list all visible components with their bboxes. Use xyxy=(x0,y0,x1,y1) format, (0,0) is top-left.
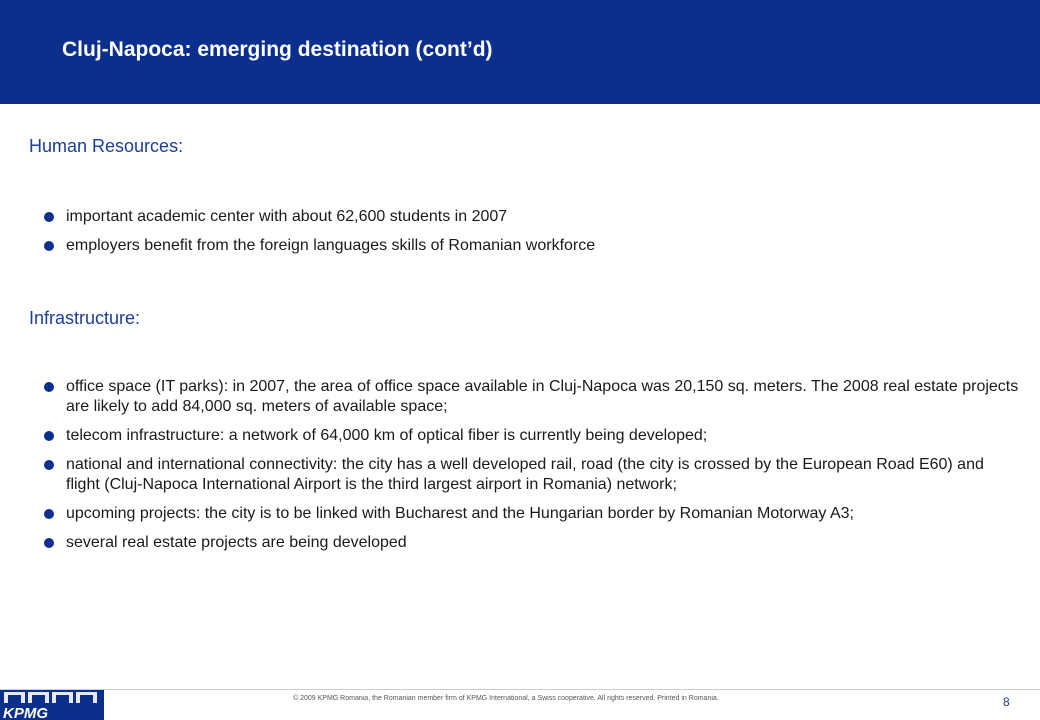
copyright-notice: © 2009 KPMG Romania, the Romanian member firm of KPMG International, a Swiss cooperative. All rights reserved. Printed in Romania. xyxy=(293,695,719,702)
list-item xyxy=(44,207,1019,227)
list-item xyxy=(44,455,1019,495)
bullet-text: upcoming projects: the city is to be linked with Bucharest and the Hungarian border by Romanian Motorway A3; xyxy=(66,505,854,522)
human-resources-list xyxy=(44,207,1019,265)
bullet-text: national and international connectivity: the city has a well developed rail, road (the city is crossed by the European Road E60) and flight (Cluj-Napoca International Airport is the third largest airport in Romania) network; xyxy=(66,456,984,493)
page-title: Cluj-Napoca: emerging destination (cont’d) xyxy=(62,38,493,61)
page-number: 8 xyxy=(1003,695,1010,709)
section-heading-human-resources: Human Resources: xyxy=(29,136,184,156)
section-heading-infrastructure: Infrastructure: xyxy=(29,308,141,328)
infrastructure-list xyxy=(44,377,1019,562)
logo-box-inner xyxy=(56,695,69,703)
logo-box-inner xyxy=(32,695,45,703)
list-item xyxy=(44,426,1019,446)
bullet-text: important academic center with about 62,600 students in 2007 xyxy=(66,208,508,225)
bullet-text: several real estate projects are being developed xyxy=(66,534,407,551)
bullet-icon xyxy=(44,212,54,222)
list-item xyxy=(44,504,1019,524)
bullet-icon xyxy=(44,538,54,548)
bullet-icon xyxy=(44,382,54,392)
logo-wordmark: KPMG xyxy=(3,705,48,720)
slide-header xyxy=(0,0,1040,104)
bullet-text: employers benefit from the foreign languages skills of Romanian workforce xyxy=(66,237,596,254)
bullet-icon xyxy=(44,460,54,470)
bullet-text: office space (IT parks): in 2007, the area of office space available in Cluj-Napoca was 20,150 sq. meters. The 2008 real estate projects are likely to add 84,000 sq. meters of available space; xyxy=(66,378,1019,415)
kpmg-logo xyxy=(0,690,104,720)
bullet-icon xyxy=(44,431,54,441)
logo-box-inner xyxy=(8,695,21,703)
footer-divider xyxy=(0,689,1040,690)
list-item xyxy=(44,236,1019,256)
list-item xyxy=(44,533,1019,553)
bullet-icon xyxy=(44,241,54,251)
logo-box-inner xyxy=(80,695,93,703)
bullet-text: telecom infrastructure: a network of 64,000 km of optical fiber is currently being developed; xyxy=(66,427,708,444)
list-item xyxy=(44,377,1019,417)
bullet-icon xyxy=(44,509,54,519)
